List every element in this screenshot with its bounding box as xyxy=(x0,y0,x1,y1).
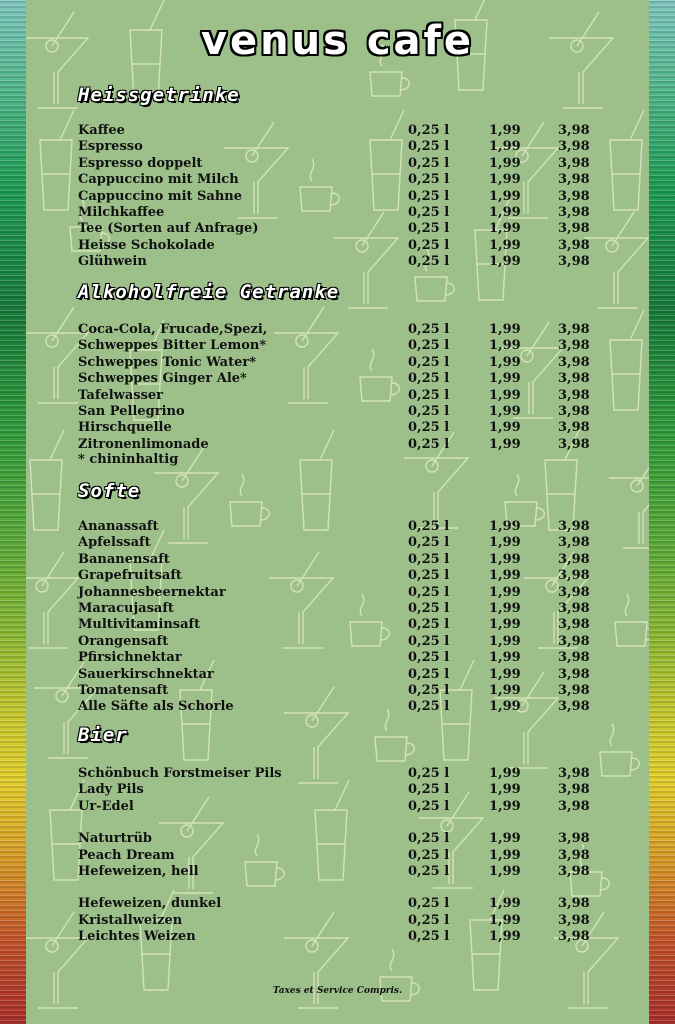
menu-item xyxy=(78,322,618,338)
menu-item-size: 0,25 l xyxy=(408,617,450,632)
menu-item-price-small: 1,99 xyxy=(489,535,521,550)
menu-item-price-large: 3,98 xyxy=(558,338,590,353)
menu-item-price-large: 3,98 xyxy=(558,156,590,171)
menu-item-price-small: 1,99 xyxy=(489,617,521,632)
menu-item-name: Pfirsichnektar xyxy=(78,650,182,665)
menu-item-name: Schweppes Ginger Ale* xyxy=(78,371,247,386)
menu-item-size: 0,25 l xyxy=(408,634,450,649)
menu-item-size: 0,25 l xyxy=(408,766,450,781)
menu-item xyxy=(78,552,618,568)
menu-item-size: 0,25 l xyxy=(408,238,450,253)
menu-item-name: Glühwein xyxy=(78,254,147,269)
menu-item-price-small: 1,99 xyxy=(489,864,521,879)
menu-item-size: 0,25 l xyxy=(408,205,450,220)
menu-item-price-small: 1,99 xyxy=(489,585,521,600)
menu-item-price-small: 1,99 xyxy=(489,650,521,665)
menu-item-price-small: 1,99 xyxy=(489,388,521,403)
footnote: * chininhaltig xyxy=(78,452,179,467)
menu-item-price-large: 3,98 xyxy=(558,617,590,632)
menu-item-size: 0,25 l xyxy=(408,799,450,814)
menu-item-size: 0,25 l xyxy=(408,189,450,204)
menu-item xyxy=(78,238,618,254)
menu-item xyxy=(78,585,618,601)
menu-item-price-large: 3,98 xyxy=(558,172,590,187)
menu-item-price-small: 1,99 xyxy=(489,420,521,435)
menu-item xyxy=(78,535,618,551)
menu-item-price-small: 1,99 xyxy=(489,139,521,154)
menu-item-size: 0,25 l xyxy=(408,139,450,154)
menu-item xyxy=(78,172,618,188)
menu-item-name: Tee (Sorten auf Anfrage) xyxy=(78,221,259,236)
menu-item-name: Kaffee xyxy=(78,123,125,138)
menu-item-name: Apfelssaft xyxy=(78,535,151,550)
menu-item-size: 0,25 l xyxy=(408,123,450,138)
menu-item-price-small: 1,99 xyxy=(489,156,521,171)
menu-item xyxy=(78,221,618,237)
menu-item-price-large: 3,98 xyxy=(558,404,590,419)
menu-item-size: 0,25 l xyxy=(408,864,450,879)
menu-item-price-small: 1,99 xyxy=(489,519,521,534)
menu-item xyxy=(78,848,618,864)
menu-item-name: Grapefruitsaft xyxy=(78,568,182,583)
menu-item-price-small: 1,99 xyxy=(489,123,521,138)
menu-item-price-small: 1,99 xyxy=(489,782,521,797)
menu-item-price-large: 3,98 xyxy=(558,552,590,567)
menu-item-price-large: 3,98 xyxy=(558,420,590,435)
menu-item-price-large: 3,98 xyxy=(558,355,590,370)
menu-item xyxy=(78,189,618,205)
menu-item xyxy=(78,388,618,404)
footer-note: Taxes et Service Compris. xyxy=(272,986,403,996)
menu-item-name: Johannesbeernektar xyxy=(78,585,226,600)
section-title: Heissgetrinke xyxy=(78,84,240,106)
menu-item-name: Multivitaminsaft xyxy=(78,617,201,632)
section-title: Alkoholfreie Getranke xyxy=(78,281,340,303)
menu-item-name: Leichtes Weizen xyxy=(78,929,196,944)
menu-item-size: 0,25 l xyxy=(408,667,450,682)
menu-item-size: 0,25 l xyxy=(408,388,450,403)
menu-item-name: San Pellegrino xyxy=(78,404,185,419)
menu-item-price-large: 3,98 xyxy=(558,913,590,928)
menu-item xyxy=(78,667,618,683)
menu-item-price-small: 1,99 xyxy=(489,913,521,928)
menu-item-name: Orangensaft xyxy=(78,634,169,649)
menu-item-price-small: 1,99 xyxy=(489,221,521,236)
menu-item-size: 0,25 l xyxy=(408,699,450,714)
menu-item-price-large: 3,98 xyxy=(558,766,590,781)
decorative-stripe-right xyxy=(649,0,675,1024)
menu-item-size: 0,25 l xyxy=(408,221,450,236)
menu-item-price-large: 3,98 xyxy=(558,585,590,600)
menu-item-price-small: 1,99 xyxy=(489,896,521,911)
menu-item-price-small: 1,99 xyxy=(489,437,521,452)
menu-item-price-small: 1,99 xyxy=(489,929,521,944)
menu-item-name: Coca-Cola, Frucade,Spezi, xyxy=(78,322,268,337)
menu-item-price-large: 3,98 xyxy=(558,322,590,337)
menu-item xyxy=(78,420,618,436)
menu-item-price-large: 3,98 xyxy=(558,699,590,714)
menu-item-price-large: 3,98 xyxy=(558,634,590,649)
menu-item xyxy=(78,913,618,929)
menu-item-price-large: 3,98 xyxy=(558,388,590,403)
menu-item xyxy=(78,831,618,847)
menu-item-size: 0,25 l xyxy=(408,371,450,386)
menu-item-name: Bananensaft xyxy=(78,552,170,567)
menu-item xyxy=(78,683,618,699)
menu-item-price-small: 1,99 xyxy=(489,699,521,714)
menu-item-price-large: 3,98 xyxy=(558,667,590,682)
menu-item-size: 0,25 l xyxy=(408,322,450,337)
menu-item xyxy=(78,437,618,453)
menu-item-name: Sauerkirschnektar xyxy=(78,667,214,682)
menu-item-name: Hefeweizen, dunkel xyxy=(78,896,222,911)
menu-item xyxy=(78,699,618,715)
menu-item-price-small: 1,99 xyxy=(489,634,521,649)
menu-item-size: 0,25 l xyxy=(408,172,450,187)
menu-item-price-large: 3,98 xyxy=(558,221,590,236)
menu-item-price-small: 1,99 xyxy=(489,848,521,863)
menu-item-name: Schweppes Bitter Lemon* xyxy=(78,338,267,353)
menu-item xyxy=(78,766,618,782)
menu-item-price-large: 3,98 xyxy=(558,799,590,814)
menu-item-size: 0,25 l xyxy=(408,601,450,616)
menu-item-name: Naturtrüb xyxy=(78,831,153,846)
menu-item xyxy=(78,519,618,535)
menu-item-price-large: 3,98 xyxy=(558,189,590,204)
menu-item-name: Zitronenlimonade xyxy=(78,437,209,452)
menu-item-name: Peach Dream xyxy=(78,848,175,863)
menu-item-name: Maracujasaft xyxy=(78,601,174,616)
menu-item xyxy=(78,617,618,633)
menu-item-price-large: 3,98 xyxy=(558,896,590,911)
menu-item-price-small: 1,99 xyxy=(489,552,521,567)
menu-item-price-large: 3,98 xyxy=(558,929,590,944)
menu-item-price-large: 3,98 xyxy=(558,437,590,452)
menu-item-price-small: 1,99 xyxy=(489,205,521,220)
menu-item-price-small: 1,99 xyxy=(489,189,521,204)
menu-item-size: 0,25 l xyxy=(408,568,450,583)
menu-item-name: Ur-Edel xyxy=(78,799,134,814)
menu-item-price-large: 3,98 xyxy=(558,123,590,138)
menu-item xyxy=(78,205,618,221)
menu-item-name: Heisse Schokolade xyxy=(78,238,215,253)
menu-item-size: 0,25 l xyxy=(408,585,450,600)
menu-item xyxy=(78,338,618,354)
menu-item xyxy=(78,896,618,912)
menu-item-name: Lady Pils xyxy=(78,782,144,797)
menu-item-size: 0,25 l xyxy=(408,254,450,269)
menu-item-price-small: 1,99 xyxy=(489,601,521,616)
menu-item-price-large: 3,98 xyxy=(558,864,590,879)
menu-item-price-large: 3,98 xyxy=(558,205,590,220)
menu-item-name: Tafelwasser xyxy=(78,388,164,403)
menu-item xyxy=(78,601,618,617)
menu-item xyxy=(78,139,618,155)
menu-item-name: Tomatensaft xyxy=(78,683,169,698)
menu-item-name: Hefeweizen, hell xyxy=(78,864,199,879)
section-title: Bier xyxy=(78,724,128,746)
menu-item-price-small: 1,99 xyxy=(489,683,521,698)
menu-item-name: Espresso doppelt xyxy=(78,156,203,171)
menu-item-price-large: 3,98 xyxy=(558,535,590,550)
menu-item-price-small: 1,99 xyxy=(489,238,521,253)
menu-item-size: 0,25 l xyxy=(408,683,450,698)
menu-item-price-large: 3,98 xyxy=(558,601,590,616)
menu-item-size: 0,25 l xyxy=(408,420,450,435)
menu-item-size: 0,25 l xyxy=(408,355,450,370)
menu-item xyxy=(78,929,618,945)
menu-item xyxy=(78,799,618,815)
decorative-stripe-left xyxy=(0,0,26,1024)
menu-item xyxy=(78,371,618,387)
menu-item-price-large: 3,98 xyxy=(558,683,590,698)
menu-item-name: Schönbuch Forstmeiser Pils xyxy=(78,766,282,781)
menu-item-price-small: 1,99 xyxy=(489,322,521,337)
section-title: Softe xyxy=(78,480,141,502)
menu-item-size: 0,25 l xyxy=(408,831,450,846)
menu-item-name: Milchkaffee xyxy=(78,205,165,220)
menu-item-price-small: 1,99 xyxy=(489,404,521,419)
menu-item-price-large: 3,98 xyxy=(558,139,590,154)
menu-item-name: Cappuccino mit Sahne xyxy=(78,189,243,204)
menu-item xyxy=(78,782,618,798)
menu-item-name: Alle Säfte als Schorle xyxy=(78,699,234,714)
menu-item-price-large: 3,98 xyxy=(558,848,590,863)
menu-item xyxy=(78,123,618,139)
menu-item-price-small: 1,99 xyxy=(489,766,521,781)
menu-item xyxy=(78,568,618,584)
menu-item-price-large: 3,98 xyxy=(558,238,590,253)
menu-item xyxy=(78,355,618,371)
menu-item-price-small: 1,99 xyxy=(489,799,521,814)
menu-item-name: Hirschquelle xyxy=(78,420,172,435)
menu-item-size: 0,25 l xyxy=(408,896,450,911)
menu-item-size: 0,25 l xyxy=(408,913,450,928)
menu-item-size: 0,25 l xyxy=(408,437,450,452)
menu-item-size: 0,25 l xyxy=(408,848,450,863)
menu-item-size: 0,25 l xyxy=(408,156,450,171)
menu-item-size: 0,25 l xyxy=(408,782,450,797)
menu-item-price-large: 3,98 xyxy=(558,831,590,846)
menu-item-price-small: 1,99 xyxy=(489,568,521,583)
menu-item-name: Cappuccino mit Milch xyxy=(78,172,239,187)
menu-item-price-small: 1,99 xyxy=(489,667,521,682)
menu-item-price-large: 3,98 xyxy=(558,371,590,386)
menu-item-size: 0,25 l xyxy=(408,404,450,419)
menu-item-price-large: 3,98 xyxy=(558,650,590,665)
menu-item-price-large: 3,98 xyxy=(558,568,590,583)
menu-item-size: 0,25 l xyxy=(408,552,450,567)
menu-item xyxy=(78,634,618,650)
menu-item-price-small: 1,99 xyxy=(489,355,521,370)
menu-item-price-small: 1,99 xyxy=(489,371,521,386)
menu-item-price-small: 1,99 xyxy=(489,254,521,269)
menu-item-price-small: 1,99 xyxy=(489,338,521,353)
menu-item-price-small: 1,99 xyxy=(489,831,521,846)
menu-item xyxy=(78,254,618,270)
menu-item xyxy=(78,156,618,172)
menu-item xyxy=(78,650,618,666)
menu-item-price-small: 1,99 xyxy=(489,172,521,187)
menu-item xyxy=(78,864,618,880)
cafe-title: venus cafe xyxy=(200,18,475,64)
menu-item-name: Espresso xyxy=(78,139,143,154)
menu-item-price-large: 3,98 xyxy=(558,254,590,269)
menu-item-price-large: 3,98 xyxy=(558,782,590,797)
menu-item-name: Kristallweizen xyxy=(78,913,183,928)
menu-item-size: 0,25 l xyxy=(408,338,450,353)
menu-item-size: 0,25 l xyxy=(408,535,450,550)
menu-item-size: 0,25 l xyxy=(408,650,450,665)
menu-item-size: 0,25 l xyxy=(408,929,450,944)
menu-item xyxy=(78,404,618,420)
menu-item-price-large: 3,98 xyxy=(558,519,590,534)
menu-item-size: 0,25 l xyxy=(408,519,450,534)
menu-item-name: Ananassaft xyxy=(78,519,159,534)
menu-item-name: Schweppes Tonic Water* xyxy=(78,355,257,370)
